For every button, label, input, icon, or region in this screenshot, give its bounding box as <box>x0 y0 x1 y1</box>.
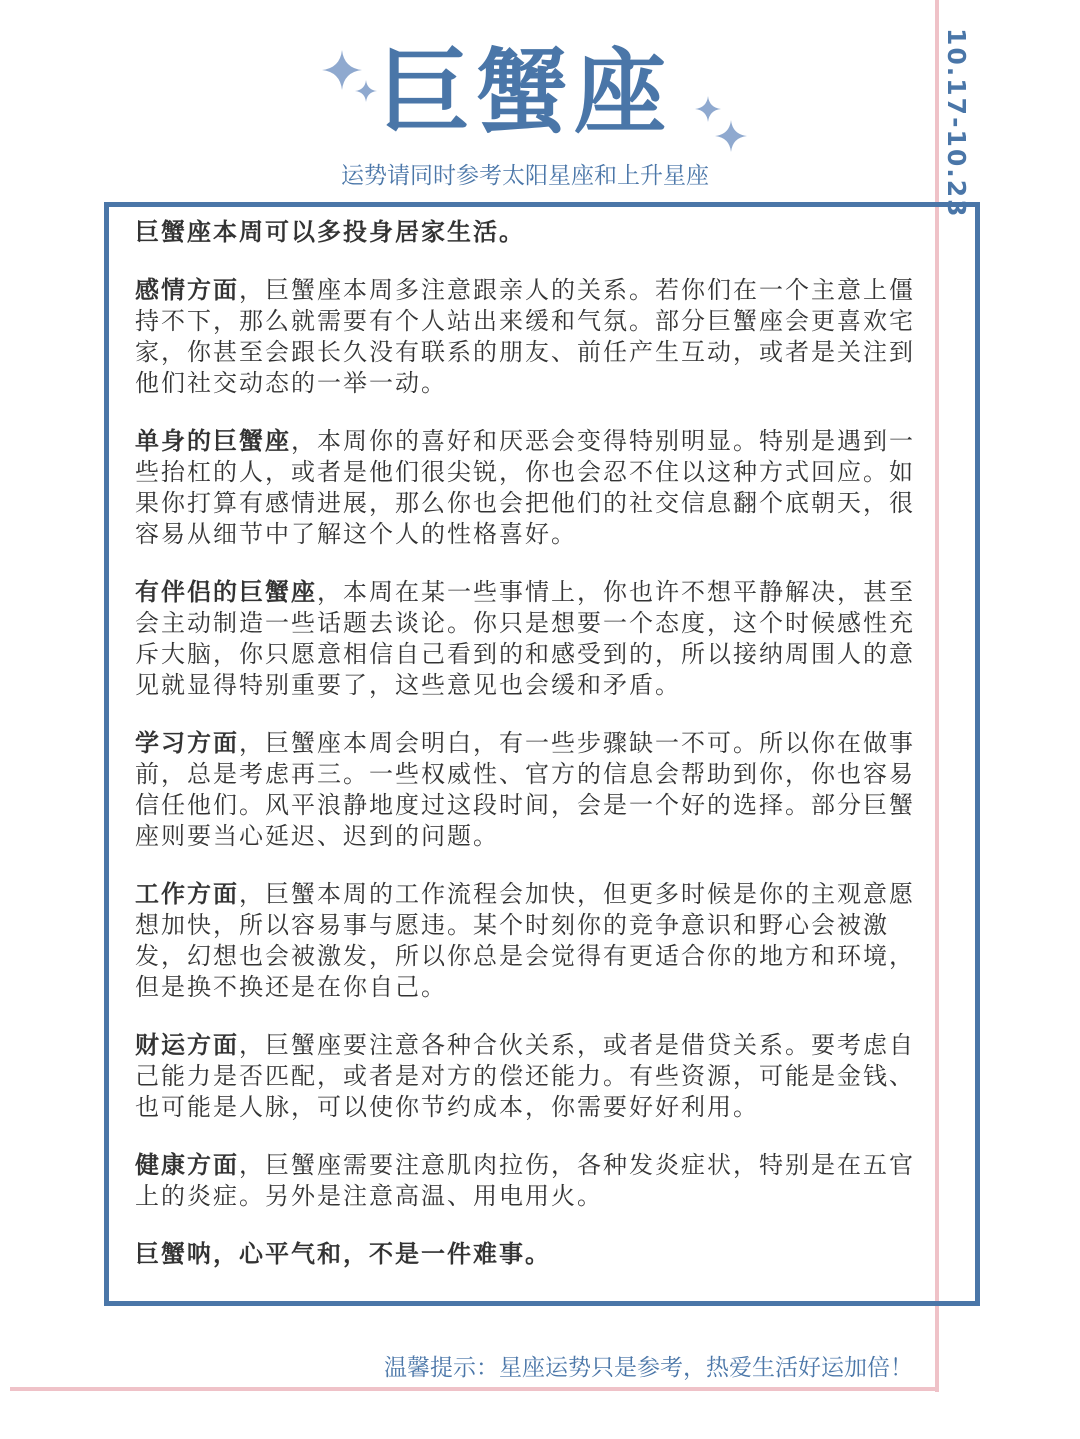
section-text: ，巨蟹座本周多注意跟亲人的关系。若你们在一个主意上僵持不下，那么就需要有个人站出来缓和气氛。部分巨蟹座会更喜欢宅家，你甚至会跟长久没有联系的朋友、前任产生互动，或者是关注到他们社交动态的一举一动。 <box>135 276 915 397</box>
section-text: ，巨蟹座本周会明白，有一些步骤缺一不可。所以你在做事前，总是考虑再三。一些权威性、官方的信息会帮助到你，你也容易信任他们。风平浪静地度过这段时间，会是一个好的选择。部分巨蟹座则要当心延迟、迟到的问题。 <box>135 729 915 850</box>
section-heading: 有伴侣的巨蟹座 <box>135 578 317 606</box>
section-paragraph <box>135 1030 915 1123</box>
section-text: ，本周你的喜好和厌恶会变得特别明显。特别是遇到一些抬杠的人，或者是他们很尖锐，你也会忍不住以这种方式回应。如果你打算有感情进展，那么你也会把他们的社交信息翻个底朝天，很容易从细节中了解这个人的性格喜好。 <box>135 427 915 548</box>
section-heading: 感情方面 <box>135 276 239 304</box>
section-paragraph <box>135 728 915 852</box>
closing-text: 巨蟹呐，心平气和，不是一件难事。 <box>135 1240 551 1268</box>
section-heading: 单身的巨蟹座 <box>135 427 291 455</box>
section-paragraph <box>135 1150 915 1212</box>
date-range: 10.17-10.23 <box>942 28 971 219</box>
horoscope-content <box>135 217 915 1297</box>
section-paragraph <box>135 275 915 399</box>
subtitle: 运势请同时参考太阳星座和上升星座 <box>341 163 709 189</box>
page-title: 巨蟹座 <box>377 39 672 146</box>
footer-tip: 温馨提示：星座运势只是参考，热爱生活好运加倍！ <box>384 1355 913 1381</box>
section-text: ，巨蟹座需要注意肌肉拉伤，各种发炎症状，特别是在五官上的炎症。另外是注意高温、用电用火。 <box>135 1151 915 1210</box>
section-heading: 学习方面 <box>135 729 239 757</box>
section-text: ，本周在某一些事情上，你也许不想平静解决，甚至会主动制造一些话题去谈论。你只是想要一个态度，这个时候感性充斥大脑，你只愿意相信自己看到的和感受到的，所以接纳周围人的意见就显得特别重要了，这些意见也会缓和矛盾。 <box>135 578 915 699</box>
section-paragraph <box>135 879 915 1003</box>
intro-text: 巨蟹座本周可以多投身居家生活。 <box>135 218 525 246</box>
section-text: ，巨蟹座要注意各种合伙关系，或者是借贷关系。要考虑自己能力是否匹配，或者是对方的偿还能力。有些资源，可能是金钱、也可能是人脉，可以使你节约成本，你需要好好利用。 <box>135 1031 915 1121</box>
section-paragraph <box>135 577 915 701</box>
section-paragraph <box>135 426 915 550</box>
section-text: ，巨蟹本周的工作流程会加快，但更多时候是你的主观意愿想加快，所以容易事与愿违。某个时刻你的竞争意识和野心会被激发，幻想也会被激发，所以你总是会觉得有更适合你的地方和环境，但是换不换还是在你自己。 <box>135 880 915 1001</box>
section-heading: 健康方面 <box>135 1151 239 1179</box>
pink-horizontal-line <box>10 1387 939 1391</box>
section-heading: 工作方面 <box>135 880 239 908</box>
section-heading: 财运方面 <box>135 1031 239 1059</box>
